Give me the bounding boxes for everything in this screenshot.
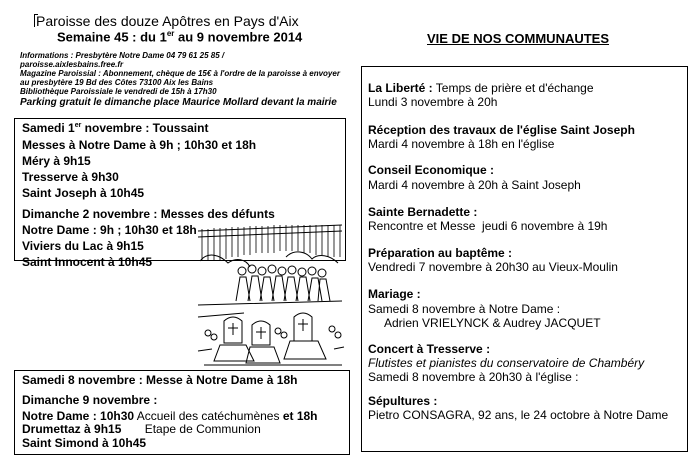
parking-note: Parking gratuit le dimanche place Maurice Mollard devant la mairie <box>20 97 337 108</box>
event-conseil-title: Conseil Economique : <box>368 163 495 177</box>
liberte-title: La Liberté : <box>368 81 433 95</box>
sun-line-viviers: Viviers du Lac à 9h15 <box>22 239 144 253</box>
nd-bold2: et 18h <box>282 409 318 423</box>
event-sepultures-entry: Pietro CONSAGRA, 92 ans, le 24 octobre à Notre Dame <box>368 408 669 422</box>
event-mariage-couple: Adrien VRIELYNCK & Audrey JACQUET <box>368 316 601 330</box>
event-sepultures-title: Sépultures : <box>368 394 438 408</box>
event-conseil-date: Mardi 4 novembre à 20h à Saint Joseph <box>368 178 581 192</box>
event-liberte-title <box>368 81 594 95</box>
mass-line-notre-dame: Messes à Notre Dame à 9h ; 10h30 et 18h <box>22 138 257 152</box>
sunday-2-heading: Dimanche 2 novembre : Messes des défunts <box>22 207 275 221</box>
event-bapteme-date: Vendredi 7 novembre à 20h30 au Vieux-Moulin <box>368 260 618 274</box>
drum-bold: Drumettaz à 9h15 <box>22 422 122 436</box>
info-line-1: Informations : Presbytère Notre Dame 04 79 61 25 85 / <box>20 51 225 60</box>
week-line <box>57 29 302 44</box>
event-concert-performers: Flutistes et pianistes du conservatoire de Chambéry <box>368 356 645 370</box>
cemetery-illustration <box>194 221 346 370</box>
sunday-9-heading: Dimanche 9 novembre : <box>22 393 158 407</box>
sat-sup: er <box>74 122 82 129</box>
sun-line-notre-dame: Notre Dame : 9h ; 10h30 et 18h <box>22 223 197 237</box>
info-line-2: paroisse.aixlesbains.free.fr <box>20 60 124 69</box>
saturday-1-heading <box>22 121 208 135</box>
sat-suffix: novembre : Toussaint <box>81 121 209 135</box>
event-concert-date: Samedi 8 novembre à 20h30 à l'église : <box>368 370 579 384</box>
info-line-3: Magazine Paroissial : Abonnement, chèque de 15€ à l'ordre de la paroisse à envoyer <box>20 69 340 78</box>
sat-prefix: Samedi 1 <box>22 121 75 135</box>
event-bernadette-date: Rencontre et Messe jeudi 6 novembre à 19h <box>368 219 608 233</box>
week-suffix: au 9 novembre 2014 <box>174 29 303 45</box>
event-reception-date: Mardi 4 novembre à 18h en l'église <box>368 137 555 151</box>
info-line-5: Bibliothèque Paroissiale le vendredi de 15h à 17h30 <box>20 87 217 96</box>
event-reception-title: Réception des travaux de l'église Saint Joseph <box>368 123 635 137</box>
week-sup: er <box>166 29 175 38</box>
event-concert-title: Concert à Tresserve : <box>368 342 491 356</box>
sun9-line-drumettaz <box>22 422 261 436</box>
sun9-line-notre-dame <box>22 409 318 423</box>
nd-bold: Notre Dame : 10h30 <box>22 409 135 423</box>
mass-line-mery: Méry à 9h15 <box>22 154 91 168</box>
event-liberte-date: Lundi 3 novembre à 20h <box>368 95 498 109</box>
sun9-line-saint-simond: Saint Simond à 10h45 <box>22 436 147 450</box>
event-bernadette-title: Sainte Bernadette : <box>368 205 478 219</box>
liberte-title-norm: Temps de prière et d'échange <box>432 81 594 95</box>
nd-norm: Accueil des catéchumènes <box>134 409 283 423</box>
drum-norm: Etape de Communion <box>121 422 261 436</box>
event-mariage-title: Mariage : <box>368 287 421 301</box>
mass-line-tresserve: Tresserve à 9h30 <box>22 170 119 184</box>
page-title: Paroisse des douze Apôtres en Pays d'Aix <box>36 13 299 29</box>
communautes-title: VIE DE NOS COMMUNAUTES <box>427 31 610 46</box>
event-mariage-date: Samedi 8 novembre à Notre Dame : <box>368 302 561 316</box>
sun-line-saint-innocent: Saint Innocent à 10h45 <box>22 255 153 269</box>
mass-line-saint-joseph: Saint Joseph à 10h45 <box>22 186 145 200</box>
week-prefix: Semaine 45 : du 1 <box>57 29 167 45</box>
info-line-4: au presbytère 19 Bd des Côtes 73100 Aix les Bains <box>20 78 214 87</box>
event-bapteme-title: Préparation au baptême : <box>368 246 513 260</box>
saturday-8-heading: Samedi 8 novembre : Messe à Notre Dame à 18h <box>22 373 298 387</box>
